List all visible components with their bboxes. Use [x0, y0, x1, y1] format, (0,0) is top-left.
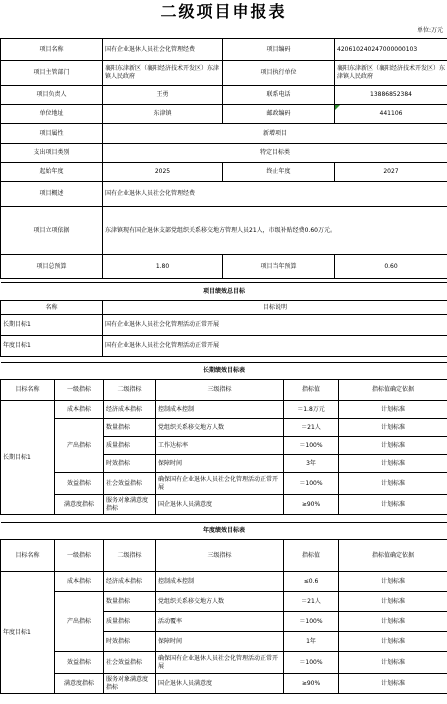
value-cell: ＝100% [284, 612, 339, 632]
annual-section-title: 年度绩效目标表 [1, 523, 447, 540]
value-cell: 1年 [284, 632, 339, 652]
value-cell: ＝100% [284, 437, 339, 455]
addr-value: 东津镇 [103, 105, 223, 124]
basis-cell: 计划标准 [339, 674, 447, 694]
header-level2: 二级指标 [104, 540, 156, 572]
level1-cell: 成本指标 [55, 401, 104, 419]
level2-cell: 服务对象满意度指标 [104, 495, 156, 515]
exec-value: 襄阳东津新区（襄阳经济技术开发区）东津镇人民政府 [335, 61, 447, 86]
value-cell: ＝1.8万元 [284, 401, 339, 419]
header-goal-name: 目标名称 [1, 540, 55, 572]
total-label: 项目总预算 [1, 255, 103, 279]
header-value: 指标值 [284, 540, 339, 572]
phone-label: 联系电话 [223, 86, 335, 105]
code-label: 项目编码 [223, 39, 335, 61]
basis-cell: 计划标准 [339, 495, 447, 515]
end-label: 终止年度 [223, 163, 335, 182]
cat-value: 特定目标类 [103, 144, 447, 163]
name-value: 国有企业退休人员社会化管理经费 [103, 39, 223, 61]
level3-cell: 控制成本控制 [156, 401, 284, 419]
basis-cell: 计划标准 [339, 437, 447, 455]
level3-cell: 国企退休人员满意度 [156, 495, 284, 515]
basis-label: 项目立项依据 [1, 207, 103, 255]
basis-cell: 计划标准 [339, 473, 447, 495]
basis-cell: 计划标准 [339, 632, 447, 652]
level3-cell: 党组织关系移交地方人数 [156, 592, 284, 612]
goals-col-desc: 目标说明 [103, 301, 447, 315]
post-value: 441106 [335, 105, 447, 124]
value-cell: ≥90% [284, 495, 339, 515]
level2-cell: 数量指标 [104, 419, 156, 437]
page-title: 二级项目申报表 [160, 2, 287, 21]
level1-cell: 成本指标 [55, 572, 104, 592]
level2-cell: 时效指标 [104, 632, 156, 652]
desc-value: 国有企业退休人员社会化管理经费 [103, 182, 447, 207]
level3-cell: 保障时间 [156, 632, 284, 652]
header-level3: 三级指标 [156, 380, 284, 401]
basis-cell: 计划标准 [339, 652, 447, 674]
value-cell: ＝100% [284, 652, 339, 674]
level1-cell: 满意度指标 [55, 495, 104, 515]
basis-cell: 计划标准 [339, 572, 447, 592]
basis-cell: 计划标准 [339, 612, 447, 632]
level1-cell: 产出指标 [55, 419, 104, 473]
goal-row-desc: 国有企业退休人员社会化管理活动正常开展 [103, 336, 447, 357]
annual-table [0, 522, 447, 694]
level2-cell: 社会效益指标 [104, 652, 156, 674]
basis-value: 东津镇现有国企退休支部党组织关系移交地方管理人员21人，市级补贴经费0.60万元。 [103, 207, 447, 255]
start-label: 起始年度 [1, 163, 103, 182]
cat-label: 支出项目类别 [1, 144, 103, 163]
header-basis: 指标值确定依据 [339, 540, 447, 572]
basis-cell: 计划标准 [339, 455, 447, 473]
dept-label: 项目主管部门 [1, 61, 103, 86]
value-cell: ＝21人 [284, 419, 339, 437]
goal-row-desc: 国有企业退休人员社会化管理活动正常开展 [103, 315, 447, 336]
basis-cell: 计划标准 [339, 592, 447, 612]
level2-cell: 数量指标 [104, 592, 156, 612]
header-basis: 指标值确定依据 [339, 380, 447, 401]
long-term-table [0, 362, 447, 515]
goals-col-name: 名称 [1, 301, 103, 315]
level3-cell: 确保国有企业退休人员社会化管理活动正常开展 [156, 652, 284, 674]
level2-cell: 经济成本指标 [104, 401, 156, 419]
level2-cell: 经济成本指标 [104, 572, 156, 592]
name-label: 项目名称 [1, 39, 103, 61]
long-term-goal-name: 长期目标1 [1, 401, 55, 515]
post-label: 邮政编码 [223, 105, 335, 124]
end-value: 2027 [335, 163, 447, 182]
header-goal-name: 目标名称 [1, 380, 55, 401]
level2-cell: 时效指标 [104, 455, 156, 473]
total-value: 1.80 [103, 255, 223, 279]
goal-row-name: 年度目标1 [1, 336, 103, 357]
level1-cell: 产出指标 [55, 592, 104, 652]
value-cell: 3年 [284, 455, 339, 473]
header-level2: 二级指标 [104, 380, 156, 401]
basis-cell: 计划标准 [339, 401, 447, 419]
year-budget-label: 项目当年预算 [223, 255, 335, 279]
level1-cell: 效益指标 [55, 652, 104, 674]
annual-goal-name: 年度目标1 [1, 572, 55, 694]
level2-cell: 质量指标 [104, 612, 156, 632]
desc-label: 项目概述 [1, 182, 103, 207]
level3-cell: 控制成本控制 [156, 572, 284, 592]
exec-label: 项目执行单位 [223, 61, 335, 86]
header-level1: 一级指标 [55, 540, 104, 572]
addr-label: 单位地址 [1, 105, 103, 124]
level2-cell: 社会效益指标 [104, 473, 156, 495]
level2-cell: 服务对象满意度指标 [104, 674, 156, 694]
basic-info-table [0, 38, 447, 279]
header-level3: 三级指标 [156, 540, 284, 572]
start-value: 2025 [103, 163, 223, 182]
level3-cell: 保障时间 [156, 455, 284, 473]
level3-cell: 国企退休人员满意度 [156, 674, 284, 694]
header-value: 指标值 [284, 380, 339, 401]
attr-label: 项目属性 [1, 124, 103, 144]
value-cell: ≤0.6 [284, 572, 339, 592]
level1-cell: 效益指标 [55, 473, 104, 495]
code-value: 420610240247000000103 [335, 39, 447, 61]
goals-table [0, 282, 447, 357]
header-level1: 一级指标 [55, 380, 104, 401]
leader-value: 王勇 [103, 86, 223, 105]
value-cell: ≥90% [284, 674, 339, 694]
level3-cell: 确保国有企业退休人员社会化管理活动正常开展 [156, 473, 284, 495]
unit-note: 单位:万元 [416, 27, 443, 34]
level1-cell: 满意度指标 [55, 674, 104, 694]
long-term-section-title: 长期绩效目标表 [1, 363, 447, 380]
level2-cell: 质量指标 [104, 437, 156, 455]
phone-value: 13886852384 [335, 86, 447, 105]
level3-cell: 党组织关系移交地方人数 [156, 419, 284, 437]
basis-cell: 计划标准 [339, 419, 447, 437]
leader-label: 项目负责人 [1, 86, 103, 105]
level3-cell: 活动覆率 [156, 612, 284, 632]
attr-value: 新增项目 [103, 124, 447, 144]
goals-section-title: 项目绩效总目标 [1, 283, 447, 301]
value-cell: ＝21人 [284, 592, 339, 612]
goal-row-name: 长期目标1 [1, 315, 103, 336]
value-cell: ＝100% [284, 473, 339, 495]
year-budget-value: 0.60 [335, 255, 447, 279]
dept-value: 襄阳东津新区（襄阳经济技术开发区）东津镇人民政府 [103, 61, 223, 86]
level3-cell: 工作达标率 [156, 437, 284, 455]
